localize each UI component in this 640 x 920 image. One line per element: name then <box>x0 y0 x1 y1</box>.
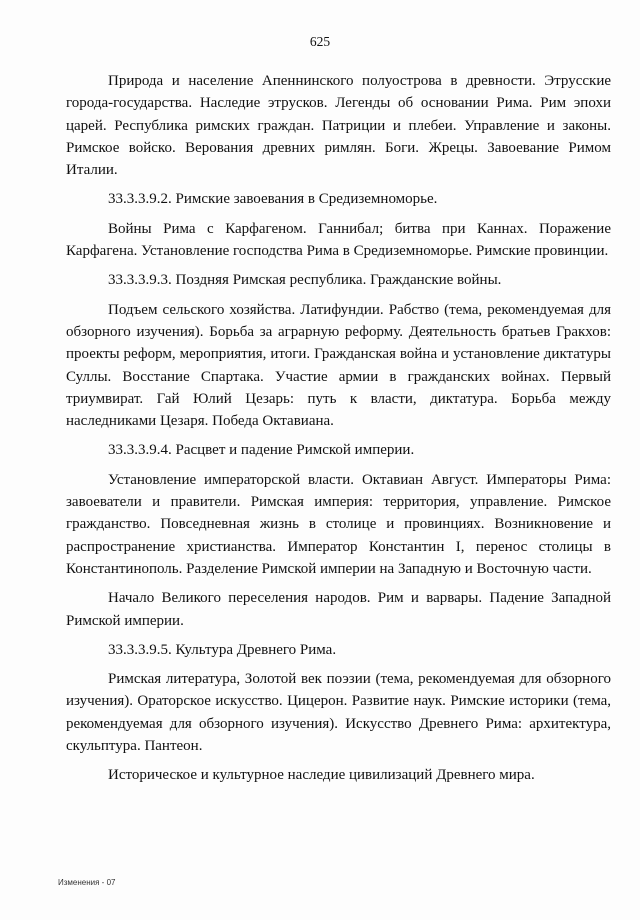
section-heading-mediterranean: 33.3.3.9.2. Римские завоевания в Средиземноморье. <box>108 191 438 208</box>
paragraph-empire: Установление императорской власти. Октавиан Август. Императоры Рима: завоеватели и правители. Римская империя: территория, управление. Римское гражданство. Повседневная жизнь в столице и провинциях. Возникновение и распространение христианства. Император Константин I, перенос столицы в Константинополь. Разделение Римской империи на Западную и Восточную части. <box>66 471 611 577</box>
paragraph-punic-wars: Войны Рима с Карфагеном. Ганнибал; битва при Каннах. Поражение Карфагена. Установление господства Рима в Средиземноморье. Римские провинции. <box>66 220 611 260</box>
paragraph-civil-wars: Подъем сельского хозяйства. Латифундии. Рабство (тема, рекомендуемая для обзорного изучения). Борьба за аграрную реформу. Деятельность братьев Гракхов: проекты реформ, мероприятия, итоги. Гражданская война и установление диктатуры Суллы. Восстание Спартака. Участие армии в гражданских войнах. Первый триумвират. Гай Юлий Цезарь: путь к власти, диктатура. Борьба между наследниками Цезаря. Победа Октавиана. <box>66 301 611 430</box>
body-text <box>66 70 611 794</box>
section-heading-late-republic: 33.3.3.9.3. Поздняя Римская республика. Гражданские войны. <box>108 272 502 289</box>
paragraph-fall-west: Начало Великого переселения народов. Рим и варвары. Падение Западной Римской империи. <box>66 590 611 629</box>
paragraph-culture: Римская литература, Золотой век поэзии (тема, рекомендуемая для обзорного изучения). Ораторское искусство. Цицерон. Развитие наук. Римские историки (тема, рекомендуемая для обзорного изучения). Искусство Древнего Рима: архитектура, скульптура. Пантеон. <box>66 671 611 755</box>
section-heading-empire: 33.3.3.9.4. Расцвет и падение Римской империи. <box>108 442 415 459</box>
paragraph-heritage: Историческое и культурное наследие цивилизаций Древнего мира. <box>108 767 535 784</box>
paragraph-italy: Природа и население Апеннинского полуострова в древности. Этрусские города-государства. Наследие этрусков. Легенды об основании Рима. Рим эпохи царей. Республика римских граждан. Патриции и плебеи. Управление и законы. Римское войско. Верования древних римлян. Боги. Жрецы. Завоевание Римом Италии. <box>66 73 611 179</box>
page-number: 625 <box>309 34 331 49</box>
footer-revision-note: Изменения - 07 <box>58 878 116 887</box>
section-heading-culture: 33.3.3.9.5. Культура Древнего Рима. <box>108 641 337 658</box>
